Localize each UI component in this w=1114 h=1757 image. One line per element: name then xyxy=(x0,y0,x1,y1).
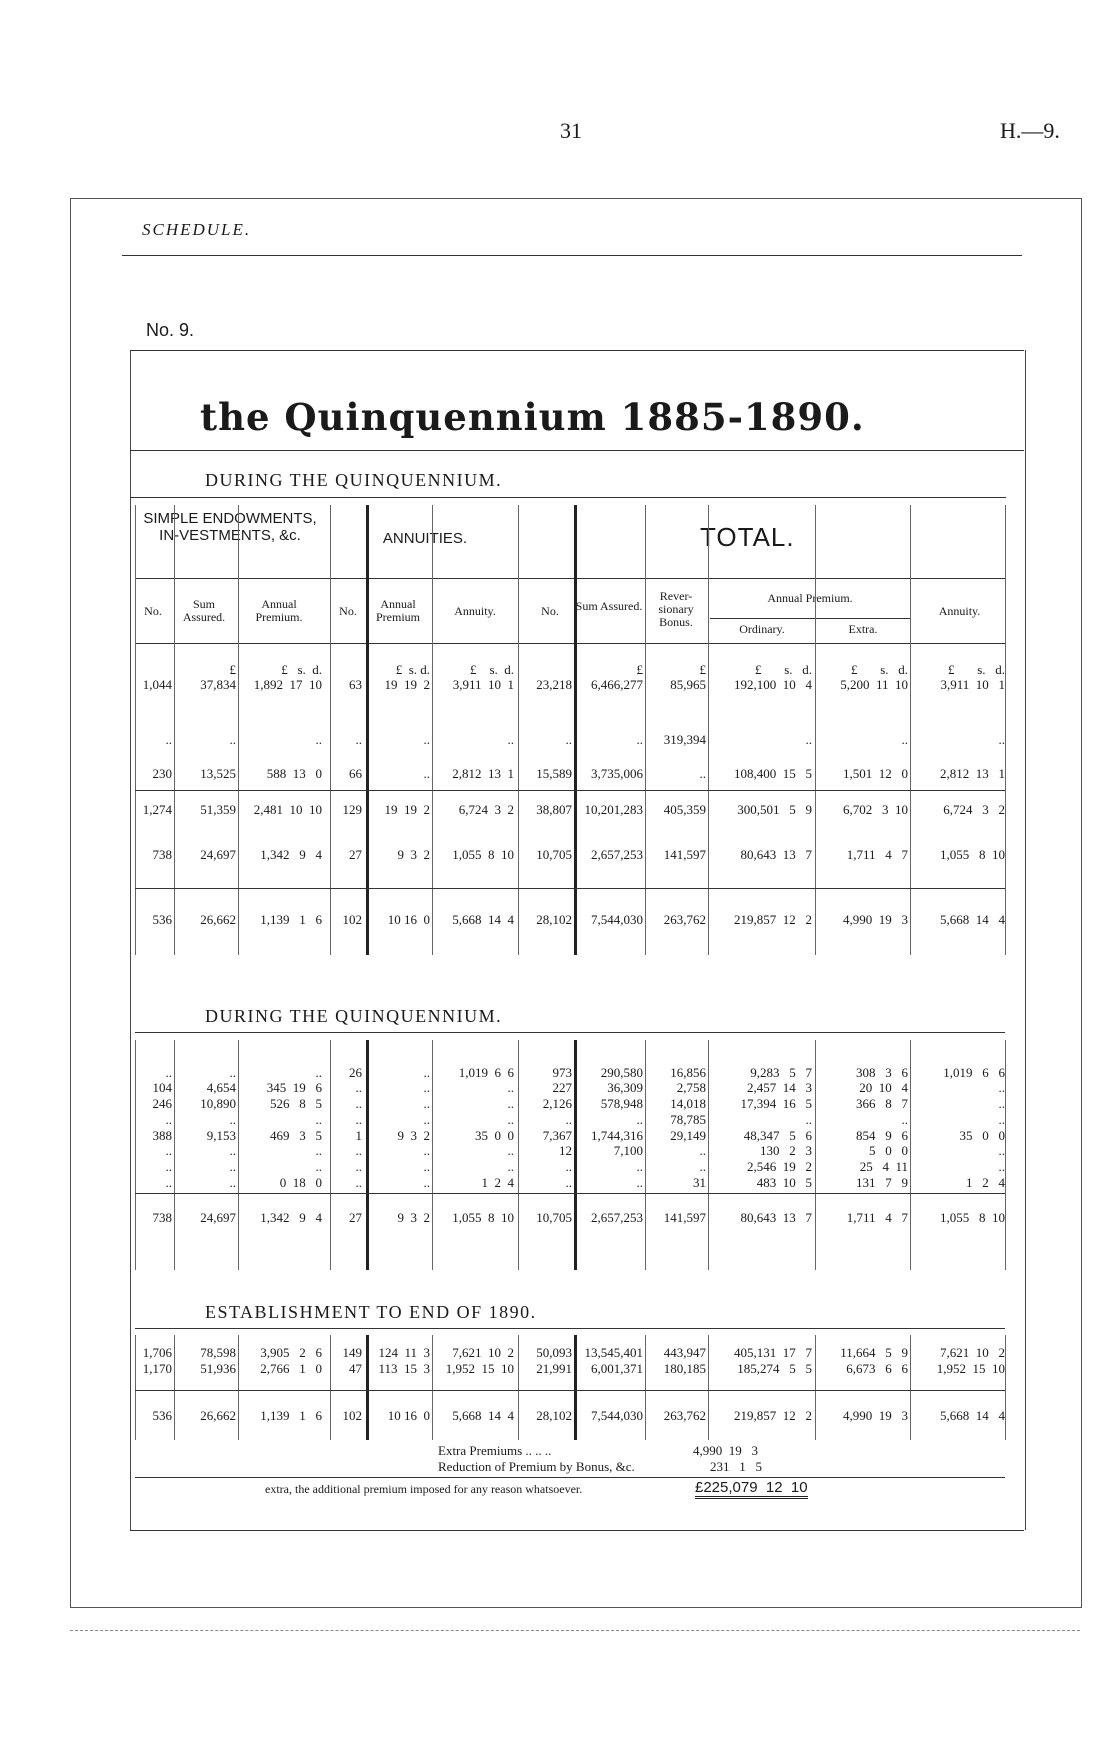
table-cell: 13,525 xyxy=(200,766,236,781)
table-cell: 10,705 xyxy=(536,1210,572,1225)
table-cell: 5,668 14 4 xyxy=(940,912,1005,927)
table-cell: 141,597 xyxy=(663,847,706,862)
table-cell: 5,200 11 10 xyxy=(840,677,908,692)
table-cell: .. xyxy=(998,1159,1005,1174)
table-cell: 1,044 xyxy=(142,677,172,692)
table-cell: 6,673 6 6 xyxy=(846,1361,908,1376)
table-cell: 131 7 9 xyxy=(856,1175,908,1190)
table-cell: .. xyxy=(998,1112,1005,1127)
table-cell: 10,705 xyxy=(536,847,572,862)
table-cell: 149 xyxy=(342,1345,362,1360)
unit-label: £ s. d. xyxy=(281,662,322,677)
table-cell: .. xyxy=(355,732,362,747)
group-endowments: SIMPLE ENDOWMENTS, IN-VESTMENTS, &c. xyxy=(143,510,317,544)
divider xyxy=(135,888,1005,889)
col-total-sum: Sum Assured. xyxy=(575,599,643,613)
table-cell: 3,911 10 1 xyxy=(940,677,1005,692)
table-cell: .. xyxy=(355,1112,362,1127)
divider xyxy=(135,1477,1005,1478)
table-cell: 10,890 xyxy=(200,1096,236,1111)
table-cell: .. xyxy=(507,1080,514,1095)
table-cell: 85,965 xyxy=(670,677,706,692)
table-cell: .. xyxy=(901,1112,908,1127)
table-cell: 1,744,316 xyxy=(591,1128,643,1143)
table-cell: 5 0 0 xyxy=(869,1143,908,1158)
col-total-annual-premium: Annual Premium. xyxy=(767,591,853,605)
column-divider xyxy=(1005,1040,1006,1270)
table-cell: .. xyxy=(423,732,430,747)
table-cell: .. xyxy=(699,766,706,781)
table-cell: 9 3 2 xyxy=(397,1210,430,1225)
table-cell: 66 xyxy=(349,766,362,781)
table-cell: .. xyxy=(636,1112,643,1127)
table-cell: 405,131 17 7 xyxy=(734,1345,812,1360)
unit-label: £ s. d. xyxy=(947,662,1005,677)
table-cell: .. xyxy=(165,1159,172,1174)
table-cell: 1,055 8 10 xyxy=(940,847,1005,862)
table-cell: .. xyxy=(565,1175,572,1190)
column-divider xyxy=(432,1335,433,1440)
table-cell: 1,711 4 7 xyxy=(846,847,908,862)
table-cell: 3,905 2 6 xyxy=(260,1345,322,1360)
table-cell: 29,149 xyxy=(670,1128,706,1143)
table-cell: 130 2 3 xyxy=(760,1143,812,1158)
table-cell: .. xyxy=(998,1080,1005,1095)
col-total-no: No. xyxy=(541,604,559,618)
table-cell: .. xyxy=(423,1065,430,1080)
table-cell: 6,702 3 10 xyxy=(843,802,908,817)
column-divider xyxy=(238,1040,239,1270)
table-cell: 2,126 xyxy=(542,1096,572,1111)
table-cell: 308 3 6 xyxy=(856,1065,908,1080)
table-cell: 469 3 5 xyxy=(270,1128,322,1143)
table-cell: .. xyxy=(315,1143,322,1158)
col-annuities-premium: Annual Premium xyxy=(376,597,420,624)
unit-label: £ s. d. xyxy=(850,662,908,677)
schedule-label: SCHEDULE. xyxy=(142,220,252,239)
table-cell: 1,170 xyxy=(142,1361,172,1376)
table-cell: .. xyxy=(565,1112,572,1127)
table-cell: 7,100 xyxy=(613,1143,643,1158)
table-cell: .. xyxy=(315,1112,322,1127)
table-cell: 230 xyxy=(152,766,172,781)
divider xyxy=(122,255,1022,256)
table-cell: 2,657,253 xyxy=(591,847,643,862)
table-cell: .. xyxy=(165,1143,172,1158)
table-cell: 37,834 xyxy=(200,677,236,692)
table-cell: 19 19 2 xyxy=(384,677,430,692)
table-cell: 219,857 12 2 xyxy=(734,1408,812,1423)
table-cell: 1,952 15 10 xyxy=(445,1361,514,1376)
column-divider xyxy=(238,1335,239,1440)
table-cell: .. xyxy=(636,732,643,747)
grand-total: £225,079 12 10 xyxy=(695,1479,808,1499)
table-cell: 9,153 xyxy=(206,1128,236,1143)
table-cell: 80,643 13 7 xyxy=(740,847,812,862)
table-cell: 443,947 xyxy=(663,1345,706,1360)
divider xyxy=(130,497,1006,498)
table-cell: 219,857 12 2 xyxy=(734,912,812,927)
table-number: No. 9. xyxy=(146,320,195,340)
table-cell: 6,466,277 xyxy=(591,677,643,692)
table-cell: 263,762 xyxy=(663,1408,706,1423)
footnote: extra, the additional premium imposed for any reason whatsoever. xyxy=(265,1482,583,1496)
table-cell: 27 xyxy=(349,1210,362,1225)
table-cell: .. xyxy=(355,1143,362,1158)
table-cell: 1,711 4 7 xyxy=(846,1210,908,1225)
group-annuities: ANNUITIES. xyxy=(382,530,468,547)
table-cell: 2,546 19 2 xyxy=(747,1159,812,1174)
table-cell: 6,724 3 2 xyxy=(943,802,1005,817)
table-cell: 2,812 13 1 xyxy=(940,766,1005,781)
table-cell: .. xyxy=(355,1096,362,1111)
table-cell: 9 3 2 xyxy=(397,1128,430,1143)
table-cell: 738 xyxy=(152,847,172,862)
table-cell: 185,274 5 5 xyxy=(737,1361,812,1376)
table-cell: 4,990 19 3 xyxy=(843,912,908,927)
table-cell: 124 11 3 xyxy=(378,1345,430,1360)
table-cell: 3,735,006 xyxy=(591,766,643,781)
table-cell: 2,657,253 xyxy=(591,1210,643,1225)
table-cell: 1,055 8 10 xyxy=(940,1210,1005,1225)
table-cell: 28,102 xyxy=(536,1408,572,1423)
table-cell: 26,662 xyxy=(200,1408,236,1423)
table-cell: 10 16 0 xyxy=(387,912,430,927)
table-cell: .. xyxy=(165,1065,172,1080)
table-cell: 300,501 5 9 xyxy=(737,802,812,817)
table-cell: 1 2 4 xyxy=(481,1175,514,1190)
table-cell: 104 xyxy=(152,1080,172,1095)
table-cell: 388 xyxy=(152,1128,172,1143)
table-cell: .. xyxy=(998,1143,1005,1158)
page-title: the Quinquennium 1885-1890. xyxy=(200,395,865,439)
table-cell: 24,697 xyxy=(200,1210,236,1225)
table-cell: .. xyxy=(315,732,322,747)
table-cell: 78,598 xyxy=(200,1345,236,1360)
table-cell: 180,185 xyxy=(663,1361,706,1376)
unit-label: £ s. d. xyxy=(395,662,430,677)
table-cell: .. xyxy=(229,732,236,747)
column-divider xyxy=(1005,1335,1006,1440)
table-cell: 35 0 0 xyxy=(959,1128,1005,1143)
col-ordinary: Ordinary. xyxy=(739,622,785,636)
column-divider xyxy=(432,1040,433,1270)
table-cell: 63 xyxy=(349,677,362,692)
table-cell: 11,664 5 9 xyxy=(840,1345,908,1360)
table-cell: 13,545,401 xyxy=(584,1345,643,1360)
table-cell: 113 15 3 xyxy=(378,1361,430,1376)
table-cell: .. xyxy=(423,1112,430,1127)
table-cell: 0 18 0 xyxy=(279,1175,322,1190)
table-cell: .. xyxy=(315,1159,322,1174)
document-reference: H.—9. xyxy=(1000,118,1060,143)
table-cell: .. xyxy=(423,1159,430,1174)
col-no: No. xyxy=(144,604,162,618)
table-cell: 9 3 2 xyxy=(397,847,430,862)
table-cell: 1,055 8 10 xyxy=(452,1210,514,1225)
divider xyxy=(135,1328,1005,1329)
table-cell: 5,668 14 4 xyxy=(940,1408,1005,1423)
table-cell: .. xyxy=(565,1159,572,1174)
table-cell: 1 xyxy=(355,1128,362,1143)
table-cell: 246 xyxy=(152,1096,172,1111)
table-cell: 1,952 15 10 xyxy=(936,1361,1005,1376)
table-cell: 5,668 14 4 xyxy=(452,1408,514,1423)
divider xyxy=(130,350,1024,351)
table-cell: .. xyxy=(229,1065,236,1080)
table-cell: 23,218 xyxy=(536,677,572,692)
table-cell: 1,342 9 4 xyxy=(260,1210,322,1225)
table-cell: 588 13 0 xyxy=(266,766,322,781)
table-cell: 4,990 19 3 xyxy=(843,1408,908,1423)
divider xyxy=(135,790,1005,791)
table-cell: 7,621 10 2 xyxy=(452,1345,514,1360)
table-cell: 1,139 1 6 xyxy=(260,912,322,927)
table-cell: .. xyxy=(636,1175,643,1190)
table-cell: 102 xyxy=(342,912,362,927)
table-cell: 26 xyxy=(349,1065,362,1080)
table-cell: .. xyxy=(423,1080,430,1095)
group-total: TOTAL. xyxy=(700,522,795,552)
table-cell: 25 4 11 xyxy=(859,1159,908,1174)
divider xyxy=(135,1390,1005,1391)
table-cell: .. xyxy=(423,1175,430,1190)
table-cell: 3,911 10 1 xyxy=(452,677,514,692)
table-cell: .. xyxy=(507,732,514,747)
col-total-annuity: Annuity. xyxy=(938,604,981,618)
table-cell: .. xyxy=(423,1096,430,1111)
table-cell: 19 19 2 xyxy=(384,802,430,817)
divider xyxy=(135,1032,1005,1033)
table-cell: 1,274 xyxy=(142,802,172,817)
table-cell: 1,139 1 6 xyxy=(260,1408,322,1423)
table-cell: .. xyxy=(355,1080,362,1095)
page-edge xyxy=(70,1630,1080,1631)
table-cell: 31 xyxy=(693,1175,706,1190)
table-cell: 15,589 xyxy=(536,766,572,781)
table-cell: 38,807 xyxy=(536,802,572,817)
table-cell: .. xyxy=(805,1112,812,1127)
table-cell: 80,643 13 7 xyxy=(740,1210,812,1225)
table-cell: 2,481 10 10 xyxy=(253,802,322,817)
unit-label: £ xyxy=(229,662,236,677)
table-cell: 1,892 17 10 xyxy=(253,677,322,692)
extra-premiums-label: Extra Premiums .. .. .. xyxy=(438,1443,552,1458)
table-cell: .. xyxy=(998,1096,1005,1111)
table-cell: 36,309 xyxy=(607,1080,643,1095)
table-cell: 973 xyxy=(552,1065,572,1080)
table-cell: 227 xyxy=(552,1080,572,1095)
divider xyxy=(130,1530,1024,1531)
table-cell: .. xyxy=(507,1143,514,1158)
section-heading: DURING THE QUINQUENNIUM. xyxy=(205,1006,503,1026)
table-cell: .. xyxy=(507,1159,514,1174)
unit-label: £ xyxy=(699,662,706,677)
unit-label: £ xyxy=(636,662,643,677)
table-cell: 26,662 xyxy=(200,912,236,927)
table-cell: 319,394 xyxy=(663,732,706,747)
table-cell: 290,580 xyxy=(600,1065,643,1080)
table-cell: .. xyxy=(165,1175,172,1190)
col-extra: Extra. xyxy=(848,622,878,636)
page-number: 31 xyxy=(560,118,582,143)
col-sum-assured: Sum Assured. xyxy=(182,597,226,624)
table-cell: 526 8 5 xyxy=(270,1096,322,1111)
table-cell: 50,093 xyxy=(536,1345,572,1360)
divider xyxy=(710,618,910,619)
table-cell: 192,100 10 4 xyxy=(734,677,812,692)
table-cell: 47 xyxy=(349,1361,362,1376)
reduction-label: Reduction of Premium by Bonus, &c. xyxy=(438,1459,635,1474)
table-cell: 2,758 xyxy=(676,1080,706,1095)
table-cell: 141,597 xyxy=(663,1210,706,1225)
table-cell: 78,785 xyxy=(670,1112,706,1127)
table-cell: 1,019 6 6 xyxy=(943,1065,1005,1080)
table-cell: 7,544,030 xyxy=(591,912,643,927)
table-cell: 366 8 7 xyxy=(856,1096,908,1111)
table-cell: 24,697 xyxy=(200,847,236,862)
table-cell: 263,762 xyxy=(663,912,706,927)
table-cell: .. xyxy=(423,766,430,781)
table-cell: 405,359 xyxy=(663,802,706,817)
reduction-value: 231 1 5 xyxy=(710,1459,762,1474)
table-cell: 738 xyxy=(152,1210,172,1225)
table-cell: 1 2 4 xyxy=(966,1175,1005,1190)
table-cell: 1,019 6 6 xyxy=(458,1065,514,1080)
table-cell: 12 xyxy=(559,1143,572,1158)
table-cell: .. xyxy=(315,1065,322,1080)
table-cell: 2,766 1 0 xyxy=(260,1361,322,1376)
table-cell: 345 19 6 xyxy=(266,1080,322,1095)
table-cell: 20 10 4 xyxy=(859,1080,908,1095)
col-annual-premium: Annual Premium. xyxy=(255,597,303,624)
table-cell: 7,621 10 2 xyxy=(940,1345,1005,1360)
table-cell: 35 0 0 xyxy=(475,1128,514,1143)
table-cell: .. xyxy=(229,1159,236,1174)
table-cell: .. xyxy=(229,1175,236,1190)
table-cell: 51,936 xyxy=(200,1361,236,1376)
table-cell: .. xyxy=(699,1143,706,1158)
col-annuities-no: No. xyxy=(339,604,357,618)
table-cell: 48,347 5 6 xyxy=(743,1128,812,1143)
divider xyxy=(130,450,1024,451)
table-cell: 21,991 xyxy=(536,1361,572,1376)
table-cell: 5,668 14 4 xyxy=(452,912,514,927)
extra-premiums-value: 4,990 19 3 xyxy=(693,1443,758,1458)
table-cell: 6,001,371 xyxy=(591,1361,643,1376)
table-cell: 854 9 6 xyxy=(856,1128,908,1143)
table-cell: 4,654 xyxy=(206,1080,236,1095)
table-cell: 578,948 xyxy=(600,1096,643,1111)
table-cell: .. xyxy=(229,1112,236,1127)
table-cell: .. xyxy=(901,732,908,747)
table-cell: 7,544,030 xyxy=(591,1408,643,1423)
table-cell: .. xyxy=(165,732,172,747)
section-heading: DURING THE QUINQUENNIUM. xyxy=(205,470,503,490)
section-heading: ESTABLISHMENT TO END OF 1890. xyxy=(205,1302,537,1322)
table-cell: 1,342 9 4 xyxy=(260,847,322,862)
table-cell: .. xyxy=(507,1112,514,1127)
table-cell: 536 xyxy=(152,912,172,927)
table-cell: 16,856 xyxy=(670,1065,706,1080)
table-cell: .. xyxy=(165,1112,172,1127)
table-cell: .. xyxy=(805,732,812,747)
table-cell: 51,359 xyxy=(200,802,236,817)
divider xyxy=(135,578,1005,579)
table-cell: 129 xyxy=(342,802,362,817)
table-cell: 6,724 3 2 xyxy=(458,802,514,817)
table-cell: 108,400 15 5 xyxy=(734,766,812,781)
table-cell: 14,018 xyxy=(670,1096,706,1111)
table-cell: 536 xyxy=(152,1408,172,1423)
table-cell: 27 xyxy=(349,847,362,862)
table-cell: 1,501 12 0 xyxy=(843,766,908,781)
col-total-bonus: Rever-sionary Bonus. xyxy=(658,589,694,629)
table-cell: .. xyxy=(355,1175,362,1190)
column-divider xyxy=(1005,505,1006,955)
divider xyxy=(135,1193,1005,1194)
divider xyxy=(135,643,1005,644)
table-cell: 2,812 13 1 xyxy=(452,766,514,781)
table-cell: 1,055 8 10 xyxy=(452,847,514,862)
table-cell: .. xyxy=(355,1159,362,1174)
table-cell: 1,706 xyxy=(142,1345,172,1360)
table-cell: 10 16 0 xyxy=(387,1408,430,1423)
table-cell: 10,201,283 xyxy=(584,802,643,817)
table-cell: .. xyxy=(507,1096,514,1111)
table-cell: 102 xyxy=(342,1408,362,1423)
table-cell: 28,102 xyxy=(536,912,572,927)
table-cell: .. xyxy=(998,732,1005,747)
table-cell: 7,367 xyxy=(542,1128,572,1143)
table-cell: .. xyxy=(699,1159,706,1174)
table-cell: .. xyxy=(423,1143,430,1158)
table-cell: 9,283 5 7 xyxy=(750,1065,812,1080)
unit-label: £ s. d. xyxy=(754,662,812,677)
table-cell: 17,394 16 5 xyxy=(740,1096,812,1111)
table-cell: .. xyxy=(229,1143,236,1158)
unit-label: £ s. d. xyxy=(469,662,514,677)
table-cell: 2,457 14 3 xyxy=(747,1080,812,1095)
col-annuity: Annuity. xyxy=(454,604,496,618)
table-cell: 483 10 5 xyxy=(756,1175,812,1190)
table-cell: .. xyxy=(636,1159,643,1174)
table-cell: .. xyxy=(565,732,572,747)
